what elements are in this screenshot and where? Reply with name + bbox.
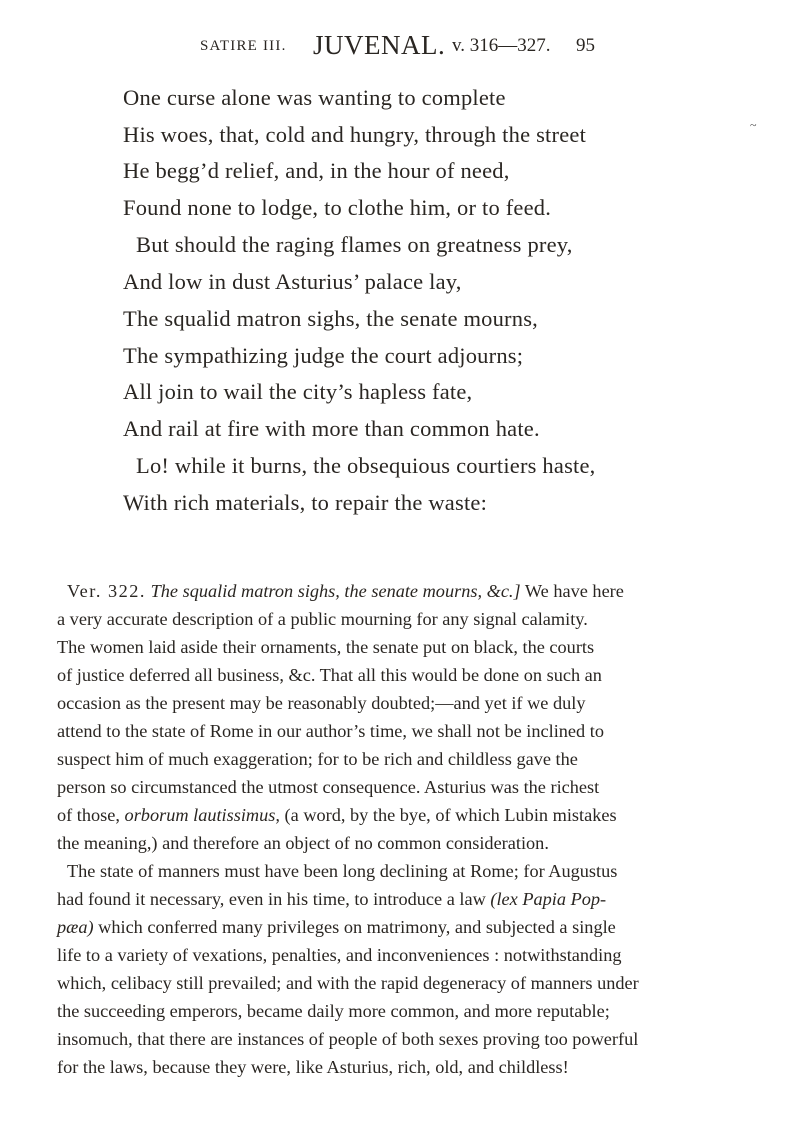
verse-line: With rich materials, to repair the waste: <box>123 490 488 515</box>
verse-line: Lo! while it burns, the obsequious courtiers haste, <box>136 453 596 478</box>
note-line <box>57 887 741 911</box>
note-first-line-rest: We have here <box>524 581 624 601</box>
note-line: the succeeding emperors, became daily more common, and more reputable; <box>57 1001 610 1021</box>
note-line: suspect him of much exaggeration; for to be rich and childless gave the <box>57 749 578 769</box>
header-author: JUVENAL. <box>313 30 446 60</box>
verse-line: He begg’d relief, and, in the hour of need, <box>123 158 510 183</box>
note-line: life to a variety of vexations, penalties, and inconveniences : notwithstanding <box>57 945 622 965</box>
note-line: The women laid aside their ornaments, the senate put on black, the courts <box>57 637 595 657</box>
verse-line: And rail at fire with more than common hate. <box>123 416 540 441</box>
verse-line: His woes, that, cold and hungry, through the street <box>123 122 587 147</box>
note-line: a very accurate description of a public mourning for any signal calamity. <box>57 609 588 629</box>
verse-line: The sympathizing judge the court adjourns; <box>123 343 524 368</box>
note-law-name: (lex Papia Pop- <box>490 889 607 909</box>
verse-line: But should the raging flames on greatness prey, <box>136 232 573 257</box>
note-line: The state of manners must have been long declining at Rome; for Augustus <box>67 861 618 881</box>
verse-line: Found none to lodge, to clothe him, or to feed. <box>123 195 552 220</box>
note-line: attend to the state of Rome in our author’s time, we shall not be inclined to <box>57 721 604 741</box>
note-line: which, celibacy still prevailed; and with the rapid degeneracy of manners under <box>57 973 639 993</box>
stray-mark: ~ <box>750 118 757 132</box>
note-latin-phrase: orborum lautissimus, <box>124 805 280 825</box>
note-label: Ver. 322. <box>67 581 147 601</box>
note-line-part: had found it necessary, even in his time, to introduce a law <box>57 889 486 909</box>
note-line: the meaning,) and therefore an object of no common consideration. <box>57 833 549 853</box>
page-number: 95 <box>576 35 595 56</box>
header-lines-ref: v. 316—327. <box>452 35 551 56</box>
verse-line: And low in dust Asturius’ palace lay, <box>123 269 462 294</box>
note-lemma: The squalid matron sighs, the senate mourns, &c.] <box>150 581 521 601</box>
note-law-name-cont: pæa) <box>57 917 94 937</box>
verse-line: One curse alone was wanting to complete <box>123 85 506 110</box>
note-line: person so circumstanced the utmost consequence. Asturius was the richest <box>57 777 600 797</box>
note-line-part: (a word, by the bye, of which Lubin mistakes <box>284 805 617 825</box>
note-line: of justice deferred all business, &c. That all this would be done on such an <box>57 665 602 685</box>
note-line: for the laws, because they were, like Asturius, rich, old, and childless! <box>57 1057 569 1077</box>
verse-line: The squalid matron sighs, the senate mourns, <box>123 306 538 331</box>
note-line: occasion as the present may be reasonably doubted;—and yet if we duly <box>57 693 586 713</box>
running-header <box>200 30 595 64</box>
note-line-part: of those, <box>57 805 120 825</box>
header-section: SATIRE III. <box>200 38 287 54</box>
note-line <box>57 915 741 939</box>
verse-line: All join to wail the city’s hapless fate, <box>123 379 473 404</box>
note-line: insomuch, that there are instances of people of both sexes proving too powerful <box>57 1029 639 1049</box>
note-line-part: which conferred many privileges on matrimony, and subjected a single <box>98 917 616 937</box>
note-first-line <box>67 579 741 603</box>
note-line <box>57 803 741 827</box>
